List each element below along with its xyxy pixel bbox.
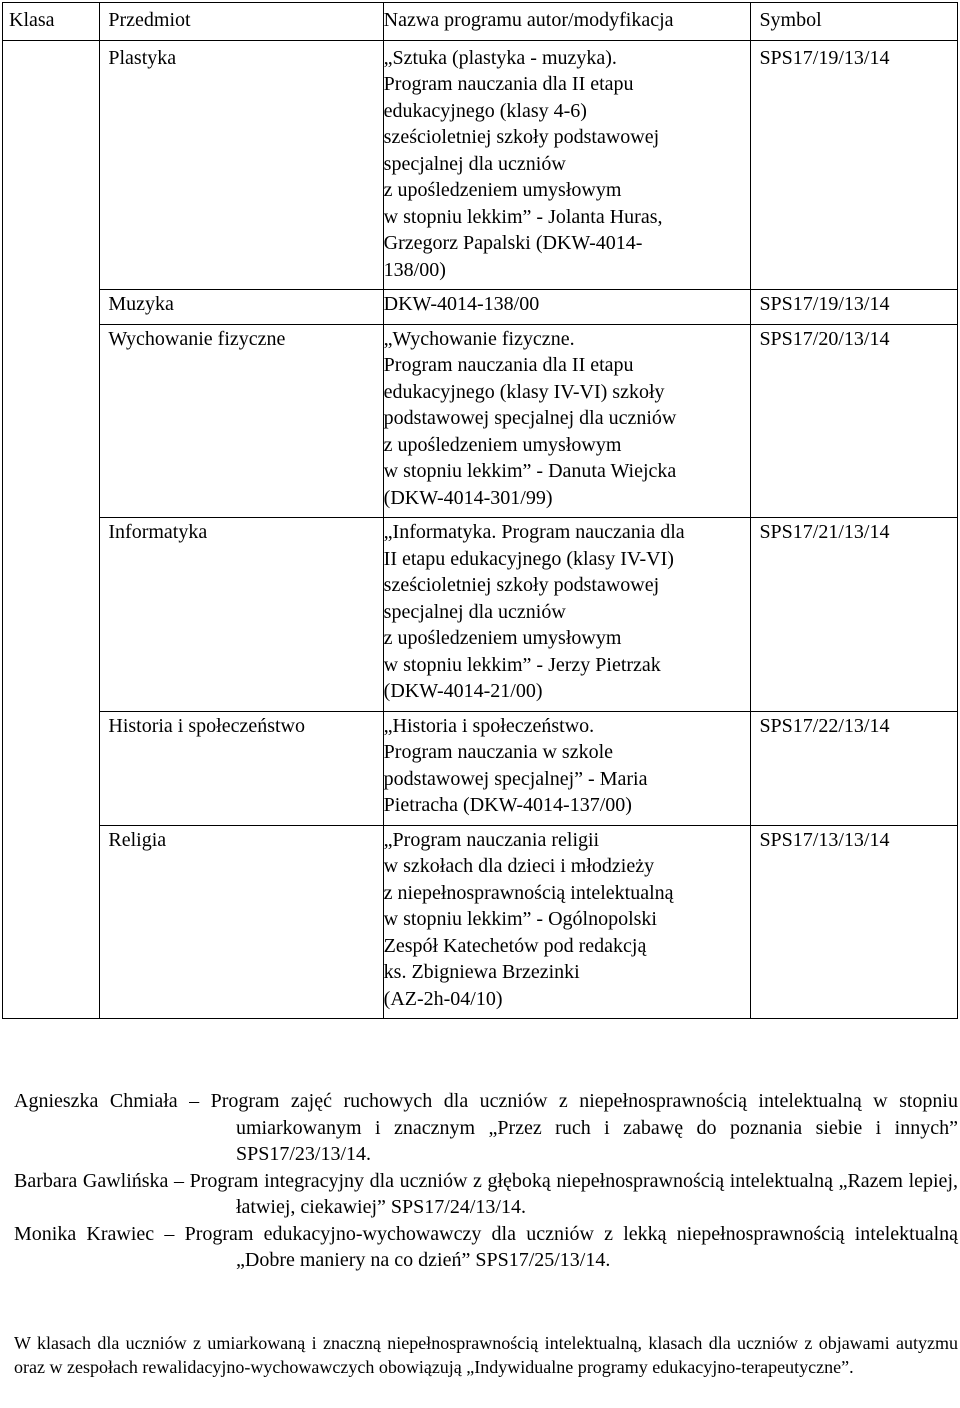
author-program-entry: Agnieszka Chmiała – Program zajęć ruchowych dla uczniów z niepełnosprawnością intelektualną w stopniu umiarkowanym i znacznym „Przez ruch i zabawę do poznania siebie i innych” SPS17/23/13/14. [14,1090,958,1165]
footnote-paragraph: W klasach dla uczniów z umiarkowaną i znaczną niepełnosprawnością intelektualną, klasach dla uczniów z objawami autyzmu oraz w zespołach rewalidacyjno-wychowawczych obowiązują „Indywidualne programy edukacyjno-terapeutyczne”. [14,1333,958,1377]
symbol-cell: SPS17/19/13/14 [751,40,958,290]
table-row [3,518,958,712]
header-klasa: Klasa [3,3,100,41]
przedmiot-cell: Muzyka [100,290,383,325]
table-header-row [3,3,958,41]
author-program-entry: Barbara Gawlińska – Program integracyjny dla uczniów z głęboką niepełnosprawnością intelektualną „Razem lepiej, łatwiej, ciekawiej” SPS17/24/13/14. [14,1169,958,1218]
program-name-cell: „Program nauczania religii w szkołach dla dzieci i młodzieży z niepełnosprawnością intelektualną w stopniu lekkim” - Ogólnopolski Zespół Katechetów pod redakcją ks. Zbigniewa Brzezinki (AZ-2h-04/10) [383,825,751,1019]
klasa-cell [3,40,100,1019]
table-row [3,825,958,1019]
header-symbol: Symbol [751,3,958,41]
symbol-cell: SPS17/21/13/14 [751,518,958,712]
programs-table [2,2,958,1019]
program-name-cell: DKW-4014-138/00 [383,290,751,325]
przedmiot-cell: Historia i społeczeństwo [100,711,383,825]
program-name-cell: „Historia i społeczeństwo. Program nauczania w szkole podstawowej specjalnej” - Maria Pietracha (DKW-4014-137/00) [383,711,751,825]
table-row [3,324,958,518]
przedmiot-cell: Plastyka [100,40,383,290]
symbol-cell: SPS17/20/13/14 [751,324,958,518]
symbol-cell: SPS17/22/13/14 [751,711,958,825]
header-nazwa: Nazwa programu autor/modyfikacja [383,3,751,41]
program-name-cell: „Sztuka (plastyka - muzyka). Program nauczania dla II etapu edukacyjnego (klasy 4-6) sześcioletniej szkoły podstawowej specjalnej dla uczniów z upośledzeniem umysłowym w stopniu lekkim” - Jolanta Huras, Grzegorz Papalski (DKW-4014- 138/00) [383,40,751,290]
symbol-cell: SPS17/19/13/14 [751,290,958,325]
table-row [3,40,958,290]
przedmiot-cell: Informatyka [100,518,383,712]
author-program-entry: Monika Krawiec – Program edukacyjno-wychowawczy dla uczniów z lekką niepełnosprawnością intelektualną „Dobre maniery na co dzień” SPS17/25/13/14. [14,1222,958,1271]
table-row [3,711,958,825]
header-przedmiot: Przedmiot [100,3,383,41]
program-name-cell: „Wychowanie fizyczne. Program nauczania dla II etapu edukacyjnego (klasy IV-VI) szkoły podstawowej specjalnej dla uczniów z upośledzeniem umysłowym w stopniu lekkim” - Danuta Wiejcka (DKW-4014-301/99) [383,324,751,518]
table-row [3,290,958,325]
program-name-cell: „Informatyka. Program nauczania dla II etapu edukacyjnego (klasy IV-VI) sześcioletniej szkoły podstawowej specjalnej dla uczniów z upośledzeniem umysłowym w stopniu lekkim” - Jerzy Pietrzak (DKW-4014-21/00) [383,518,751,712]
author-programs-list [14,1088,958,1274]
przedmiot-cell: Wychowanie fizyczne [100,324,383,518]
przedmiot-cell: Religia [100,825,383,1019]
symbol-cell: SPS17/13/13/14 [751,825,958,1019]
